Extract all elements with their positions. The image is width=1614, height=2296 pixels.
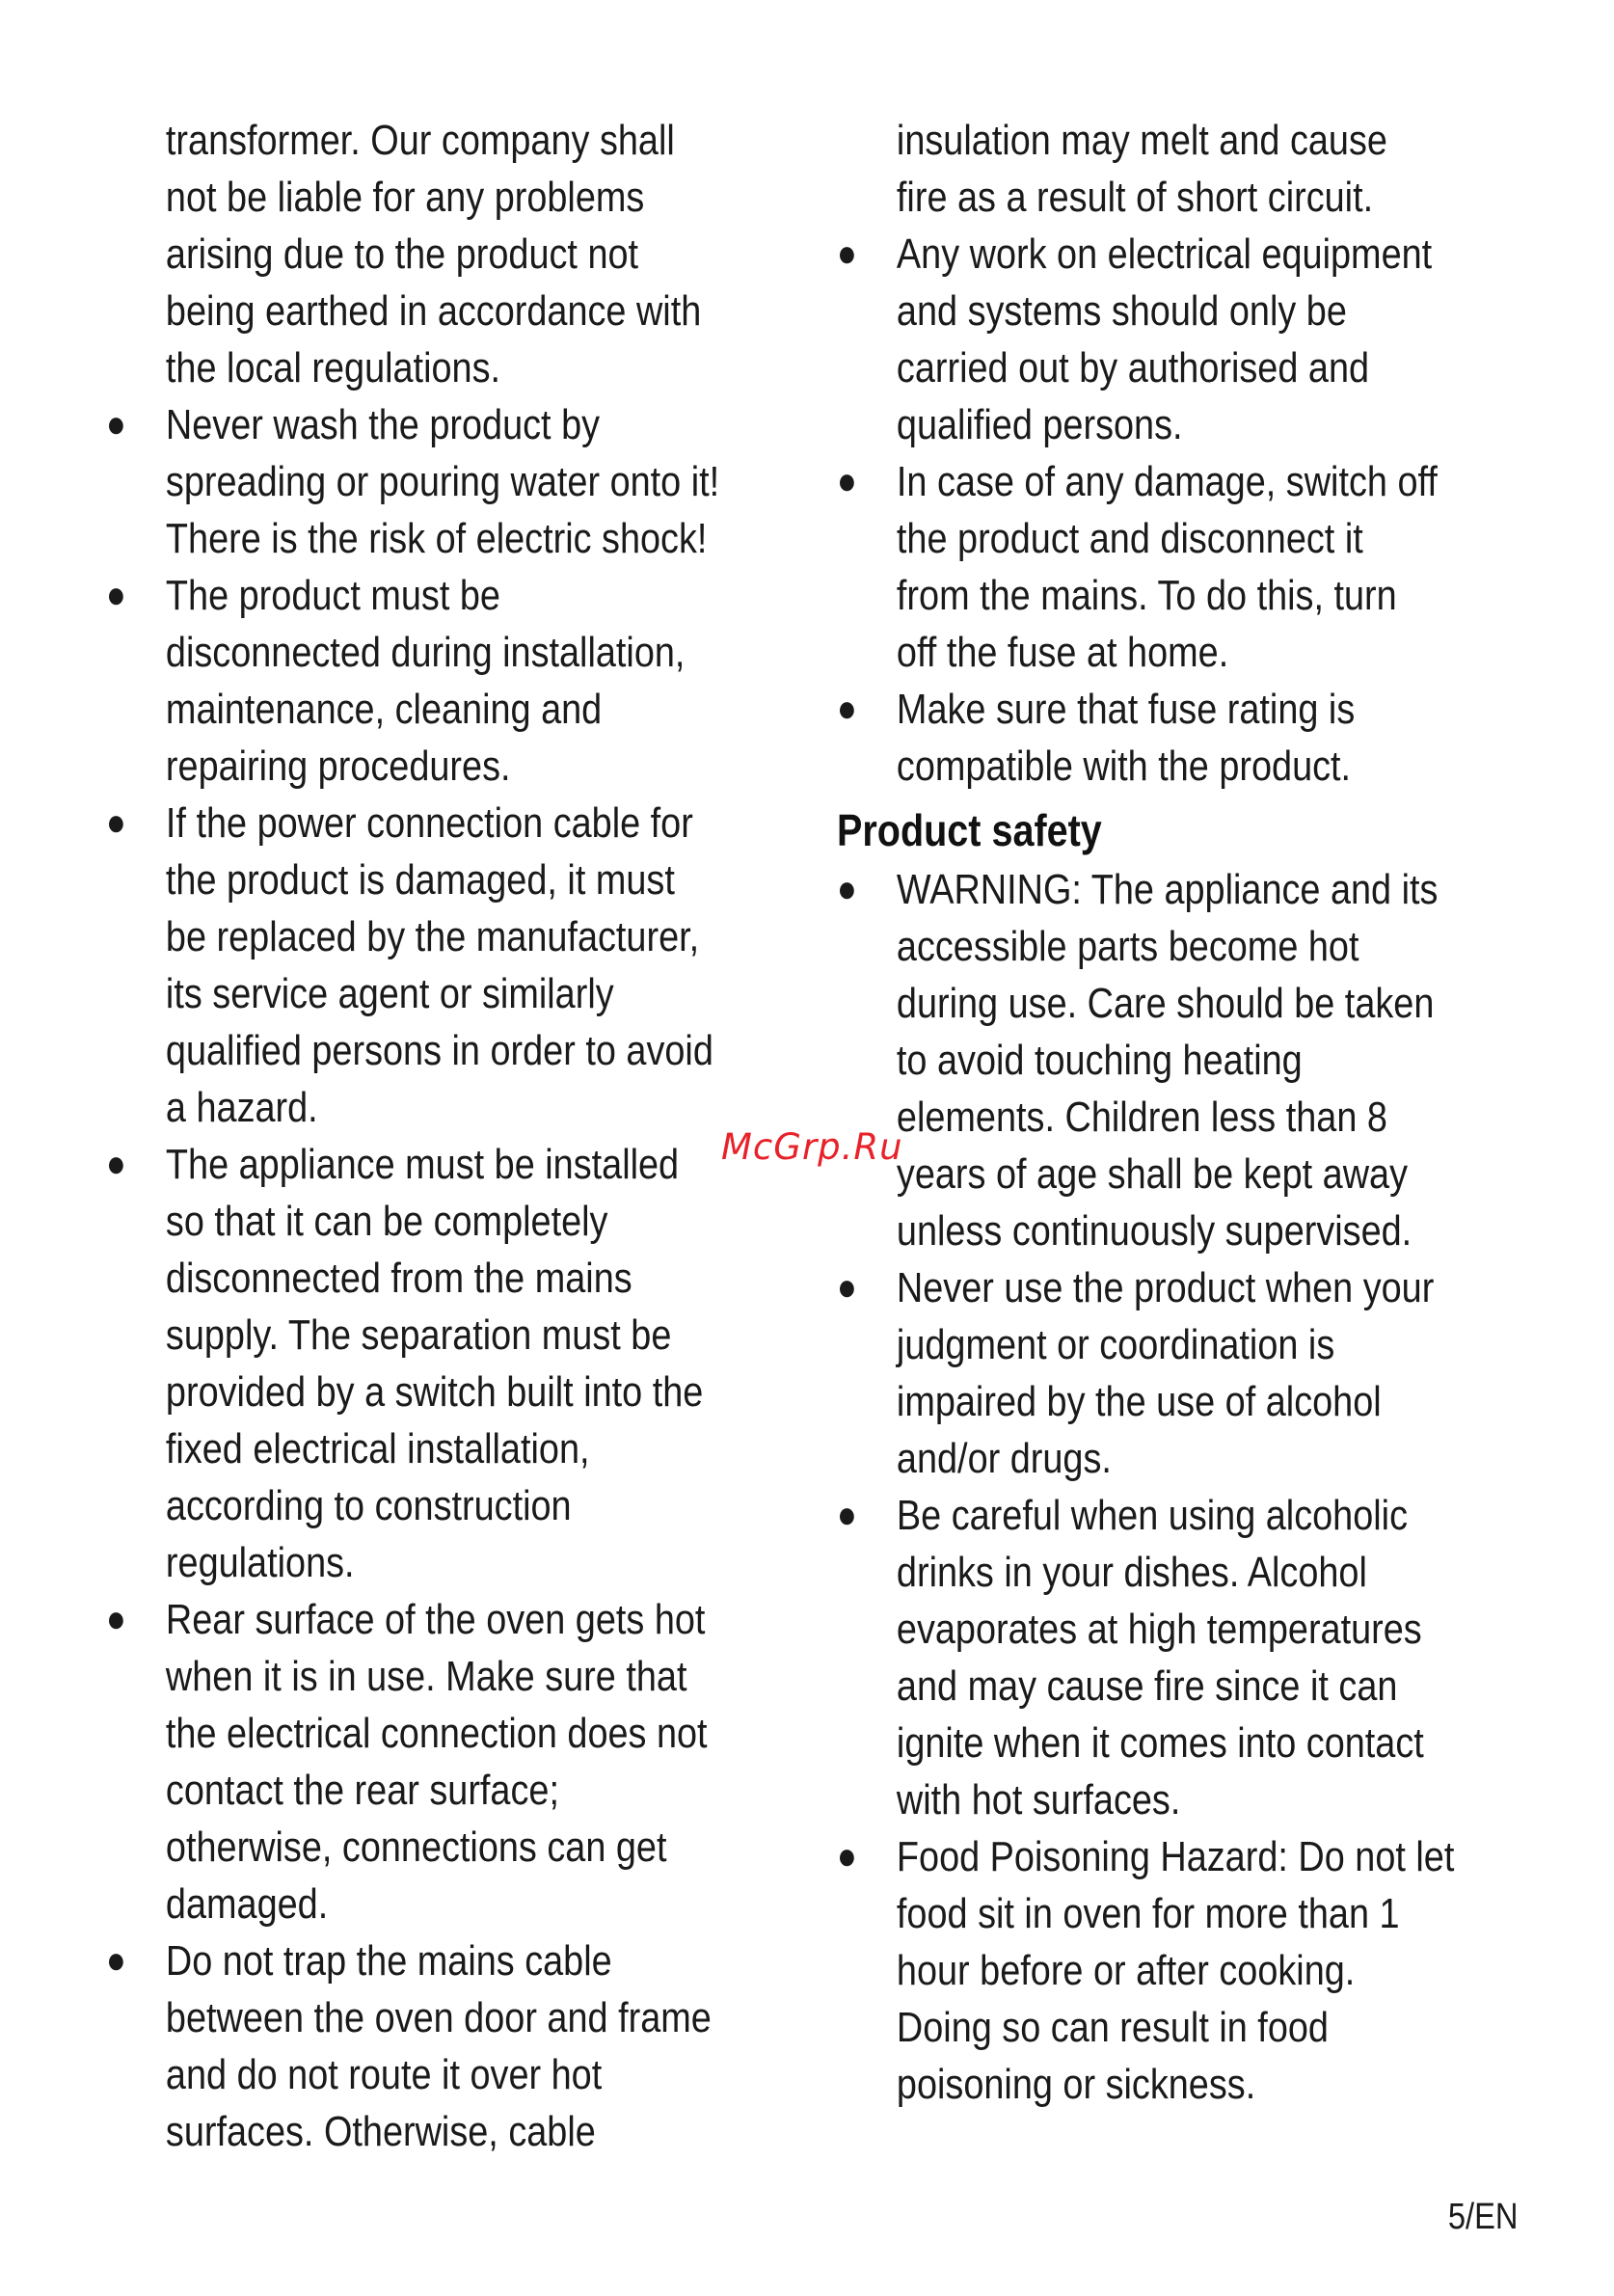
section-heading-product-safety: Product safety xyxy=(837,805,1102,855)
bullet-item xyxy=(837,1259,1527,1487)
bullet-dot-icon: ● xyxy=(837,688,857,730)
text-line: Doing so can result in food xyxy=(896,2004,1329,2051)
text-line: insulation may melt and cause xyxy=(896,117,1387,164)
text-line: surfaces. Otherwise, cable xyxy=(165,2108,596,2155)
text-line: hour before or after cooking. xyxy=(896,1947,1356,1994)
text-line: fire as a result of short circuit. xyxy=(896,174,1374,221)
text-line: judgment or coordination is xyxy=(896,1321,1335,1368)
bullet-item xyxy=(837,681,1527,795)
bullet-dot-icon: ● xyxy=(837,1266,857,1309)
text-line: Do not trap the mains cable xyxy=(165,1937,612,1985)
left-continuation-paragraph xyxy=(106,112,796,396)
bullet-item xyxy=(106,1591,796,1932)
text-line: Rear surface of the oven gets hot xyxy=(165,1596,706,1643)
text-line: drinks in your dishes. Alcohol xyxy=(896,1549,1367,1596)
text-line: regulations. xyxy=(165,1539,355,1586)
text-line: the local regulations. xyxy=(165,344,501,392)
bullet-dot-icon: ● xyxy=(837,460,857,502)
bullet-item xyxy=(106,795,796,1136)
bullet-dot-icon: ● xyxy=(837,232,857,275)
text-line: poisoning or sickness. xyxy=(896,2061,1256,2108)
bullet-dot-icon: ● xyxy=(106,403,126,446)
bullet-item xyxy=(837,861,1527,1259)
text-line: supply. The separation must be xyxy=(165,1311,672,1359)
bullet-dot-icon: ● xyxy=(106,574,126,616)
text-line: not be liable for any problems xyxy=(165,174,645,221)
text-line: provided by a switch built into the xyxy=(165,1368,704,1416)
bullet-dot-icon: ● xyxy=(106,1143,126,1185)
text-line: In case of any damage, switch off xyxy=(896,458,1438,505)
text-line: disconnected during installation, xyxy=(165,629,686,676)
text-line: spreading or pouring water onto it! xyxy=(165,458,720,505)
text-line: repairing procedures. xyxy=(165,743,511,790)
text-line: contact the rear surface; xyxy=(165,1767,559,1814)
text-line: and systems should only be xyxy=(896,287,1347,335)
text-line: arising due to the product not xyxy=(165,230,639,278)
bullet-dot-icon: ● xyxy=(837,1494,857,1536)
text-line: fixed electrical installation, xyxy=(165,1425,590,1472)
text-line: If the power connection cable for xyxy=(165,799,693,847)
text-line: so that it can be completely xyxy=(165,1198,608,1245)
text-line: Never use the product when your xyxy=(896,1264,1435,1311)
text-line: being earthed in accordance with xyxy=(165,287,702,335)
text-line: maintenance, cleaning and xyxy=(165,686,603,733)
bullet-item xyxy=(106,1932,796,2160)
bullet-item xyxy=(837,1828,1527,2113)
text-line: qualified persons in order to avoid xyxy=(165,1027,713,1074)
bullet-dot-icon: ● xyxy=(106,1598,126,1640)
bullet-dot-icon: ● xyxy=(106,1939,126,1982)
text-line: transformer. Our company shall xyxy=(165,117,675,164)
text-line: qualified persons. xyxy=(896,401,1183,448)
text-line: ignite when it comes into contact xyxy=(896,1719,1424,1767)
text-line: accessible parts become hot xyxy=(896,923,1359,970)
bullet-dot-icon: ● xyxy=(837,1835,857,1877)
text-line: Food Poisoning Hazard: Do not let xyxy=(896,1833,1455,1880)
text-line: The product must be xyxy=(165,572,500,619)
text-line: Be careful when using alcoholic xyxy=(896,1492,1409,1539)
text-line: impaired by the use of alcohol xyxy=(896,1378,1382,1425)
right-column xyxy=(837,112,1531,2113)
text-line: to avoid touching heating xyxy=(896,1037,1303,1084)
text-line: compatible with the product. xyxy=(896,743,1352,790)
text-line: and do not route it over hot xyxy=(165,2051,603,2098)
text-line: carried out by authorised and xyxy=(896,344,1370,392)
text-line: Never wash the product by xyxy=(165,401,601,448)
text-line: otherwise, connections can get xyxy=(165,1823,667,1871)
text-line: according to construction xyxy=(165,1482,572,1529)
text-line: the product is damaged, it must xyxy=(165,856,675,904)
text-line: from the mains. To do this, turn xyxy=(896,572,1397,619)
page-number: 5/EN xyxy=(1447,2197,1518,2237)
text-line: the electrical connection does not xyxy=(165,1710,708,1757)
text-line: evaporates at high temperatures xyxy=(896,1606,1422,1653)
bullet-item xyxy=(837,1487,1527,1828)
text-line: and/or drugs. xyxy=(896,1435,1112,1482)
text-line: off the fuse at home. xyxy=(896,629,1229,676)
bullet-item xyxy=(837,226,1527,453)
bullet-item xyxy=(106,1136,796,1591)
text-line: Any work on electrical equipment xyxy=(896,230,1433,278)
text-line: years of age shall be kept away xyxy=(896,1150,1409,1198)
text-line: unless continuously supervised. xyxy=(896,1207,1412,1255)
text-line: during use. Care should be taken xyxy=(896,980,1435,1027)
bullet-item xyxy=(106,396,796,567)
text-line: There is the risk of electric shock! xyxy=(165,515,708,562)
text-line: when it is in use. Make sure that xyxy=(165,1653,687,1700)
text-line: be replaced by the manufacturer, xyxy=(165,913,700,960)
bullet-dot-icon: ● xyxy=(837,868,857,910)
right-continuation-paragraph xyxy=(837,112,1527,226)
text-line: The appliance must be installed xyxy=(165,1141,680,1188)
text-line: between the oven door and frame xyxy=(165,1994,712,2041)
text-line: Make sure that fuse rating is xyxy=(896,686,1356,733)
text-line: WARNING: The appliance and its xyxy=(896,866,1439,913)
text-line: food sit in oven for more than 1 xyxy=(896,1890,1400,1937)
text-line: a hazard. xyxy=(165,1084,318,1131)
text-line: its service agent or similarly xyxy=(165,970,614,1017)
text-line: elements. Children less than 8 xyxy=(896,1094,1387,1141)
text-line: the product and disconnect it xyxy=(896,515,1363,562)
bullet-item xyxy=(106,567,796,795)
text-line: and may cause fire since it can xyxy=(896,1662,1398,1710)
text-line: damaged. xyxy=(165,1880,329,1928)
text-line: with hot surfaces. xyxy=(896,1776,1181,1823)
left-column xyxy=(106,112,810,2160)
text-line: disconnected from the mains xyxy=(165,1255,632,1302)
bullet-dot-icon: ● xyxy=(106,801,126,844)
bullet-item xyxy=(837,453,1527,681)
watermark-text: McGrp.Ru xyxy=(721,1126,903,1168)
